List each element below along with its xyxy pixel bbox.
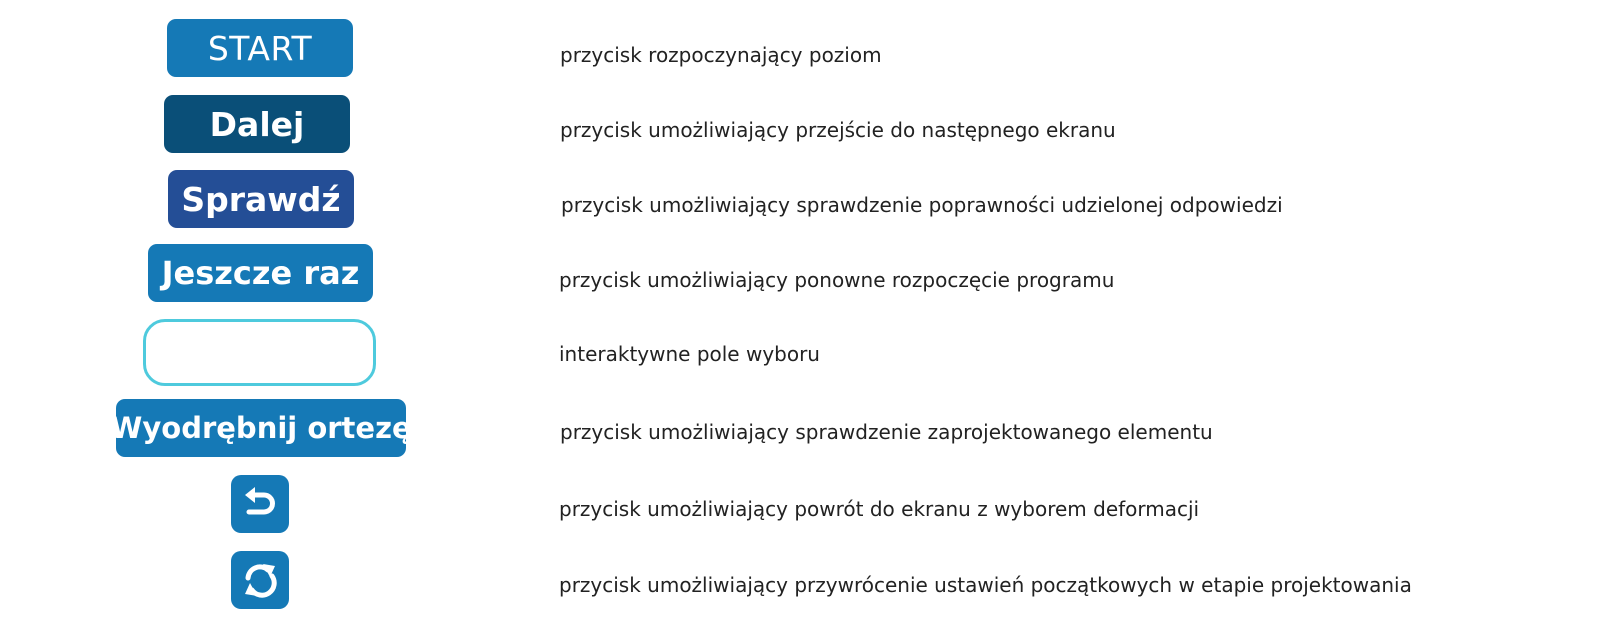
back-description: przycisk umożliwiający powrót do ekranu z wyborem deformacji — [559, 497, 1200, 521]
extract-orthosis-description: przycisk umożliwiający sprawdzenie zaprojektowanego elementu — [560, 420, 1213, 444]
start-description: przycisk rozpoczynający poziom — [560, 43, 882, 67]
choice-field-description: interaktywne pole wyboru — [559, 342, 820, 366]
next-description: przycisk umożliwiający przejście do następnego ekranu — [560, 118, 1116, 142]
extract-orthosis-button[interactable]: Wyodrębnij ortezę — [116, 399, 406, 457]
try-again-description: przycisk umożliwiający ponowne rozpoczęcie programu — [559, 268, 1115, 292]
start-button[interactable]: START — [167, 19, 353, 77]
check-button[interactable]: Sprawdź — [168, 170, 354, 228]
try-again-button[interactable]: Jeszcze raz — [148, 244, 373, 302]
reset-button[interactable] — [231, 551, 289, 609]
back-button[interactable] — [231, 475, 289, 533]
refresh-arrows-icon — [239, 559, 281, 601]
interactive-choice-field[interactable] — [143, 319, 376, 386]
next-button[interactable]: Dalej — [164, 95, 350, 153]
reset-description: przycisk umożliwiający przywrócenie ustawień początkowych w etapie projektowania — [559, 573, 1412, 597]
undo-arrow-icon — [239, 483, 281, 525]
check-description: przycisk umożliwiający sprawdzenie poprawności udzielonej odpowiedzi — [561, 193, 1283, 217]
